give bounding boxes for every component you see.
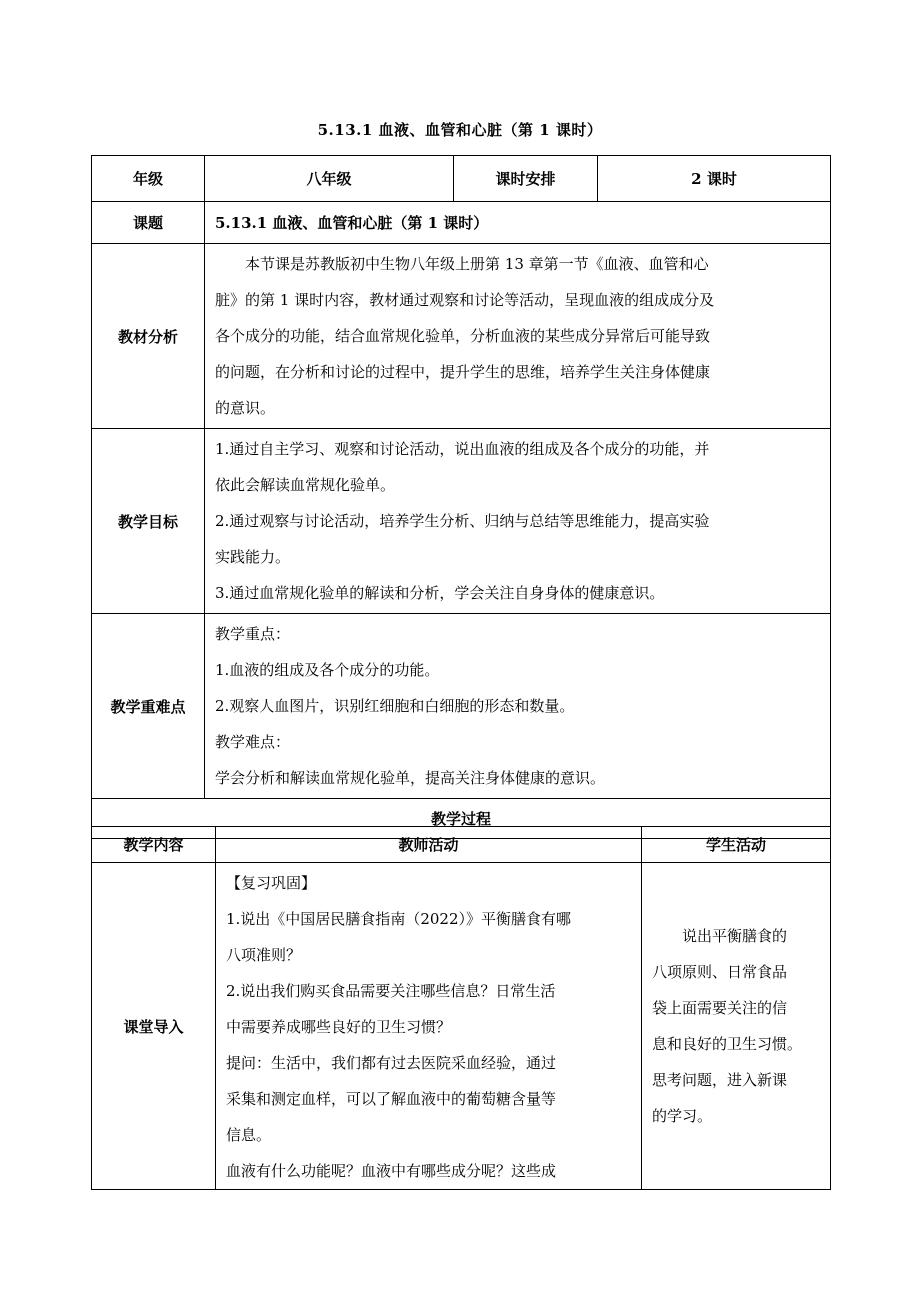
teacher-line: 采集和测定血样，可以了解血液中的葡萄糖含量等	[226, 1090, 557, 1108]
page-title: 5.13.1 血液、血管和心脏（第 1 课时）	[317, 121, 603, 139]
keypoints-label: 教学重难点	[92, 614, 205, 799]
analysis-line: 的问题，在分析和讨论的过程中，提升学生的思维，培养学生关注身体健康	[215, 363, 711, 381]
analysis-line: 脏》的第 1 课时内容，教材通过观察和讨论等活动，呈现血液的组成成分及	[215, 291, 715, 309]
teacher-activity	[216, 863, 642, 1190]
teacher-line: 信息。	[226, 1126, 272, 1144]
col-content-header: 教学内容	[92, 827, 216, 863]
analysis-label: 教材分析	[92, 244, 205, 429]
student-line: 息和良好的卫生习惯。	[652, 1035, 803, 1053]
process-section-title: 教学过程	[92, 799, 831, 839]
keypoints-text	[205, 614, 831, 799]
teacher-line: 2.说出我们购买食品需要关注哪些信息？日常生活	[226, 982, 556, 1000]
analysis-line: 本节课是苏教版初中生物八年级上册第 13 章第一节《血液、血管和心	[245, 255, 709, 273]
teacher-line: 【复习巩固】	[226, 874, 317, 892]
intro-row-label: 课堂导入	[92, 863, 216, 1190]
process-table	[91, 826, 831, 1190]
schedule-value: 2 课时	[598, 156, 831, 202]
student-activity	[642, 863, 831, 1190]
lesson-info-table	[91, 155, 831, 839]
keypoints-line: 2.观察人血图片，识别红细胞和白细胞的形态和数量。	[215, 697, 575, 715]
analysis-text	[205, 244, 831, 429]
grade-label: 年级	[92, 156, 205, 202]
keypoints-line: 学会分析和解读血常规化验单，提高关注身体健康的意识。	[215, 769, 606, 787]
topic-value: 5.13.1 血液、血管和心脏（第 1 课时）	[205, 202, 831, 244]
goals-text	[205, 429, 831, 614]
keypoints-line: 教学难点：	[215, 733, 291, 751]
student-line: 的学习。	[652, 1107, 713, 1125]
teacher-line: 血液有什么功能呢？血液中有哪些成分呢？这些成	[226, 1162, 557, 1180]
student-line: 说出平衡膳食的	[682, 927, 788, 945]
grade-value: 八年级	[205, 156, 454, 202]
goals-line: 2.通过观察与讨论活动，培养学生分析、归纳与总结等思维能力，提高实验	[215, 512, 710, 530]
goals-label: 教学目标	[92, 429, 205, 614]
teacher-line: 1.说出《中国居民膳食指南（2022）》平衡膳食有哪	[226, 910, 571, 928]
analysis-line: 各个成分的功能，结合血常规化验单，分析血液的某些成分异常后可能导致	[215, 327, 711, 345]
student-line: 思考问题，进入新课	[652, 1071, 788, 1089]
analysis-line: 的意识。	[215, 399, 276, 417]
goals-line: 1.通过自主学习、观察和讨论活动，说出血液的组成及各个成分的功能，并	[215, 440, 710, 458]
teacher-line: 八项准则？	[226, 946, 302, 964]
student-line: 袋上面需要关注的信	[652, 999, 788, 1017]
teacher-line: 中需要养成哪些良好的卫生习惯？	[226, 1018, 452, 1036]
keypoints-line: 教学重点：	[215, 625, 291, 643]
student-line: 八项原则、日常食品	[652, 963, 788, 981]
goals-line: 3.通过血常规化验单的解读和分析，学会关注自身身体的健康意识。	[215, 584, 665, 602]
col-student-header: 学生活动	[642, 827, 831, 863]
goals-line: 依此会解读血常规化验单。	[215, 476, 396, 494]
col-teacher-header: 教师活动	[216, 827, 642, 863]
topic-label: 课题	[92, 202, 205, 244]
keypoints-line: 1.血液的组成及各个成分的功能。	[215, 661, 440, 679]
teacher-line: 提问：生活中，我们都有过去医院采血经验，通过	[226, 1054, 557, 1072]
schedule-label: 课时安排	[454, 156, 598, 202]
goals-line: 实践能力。	[215, 548, 291, 566]
